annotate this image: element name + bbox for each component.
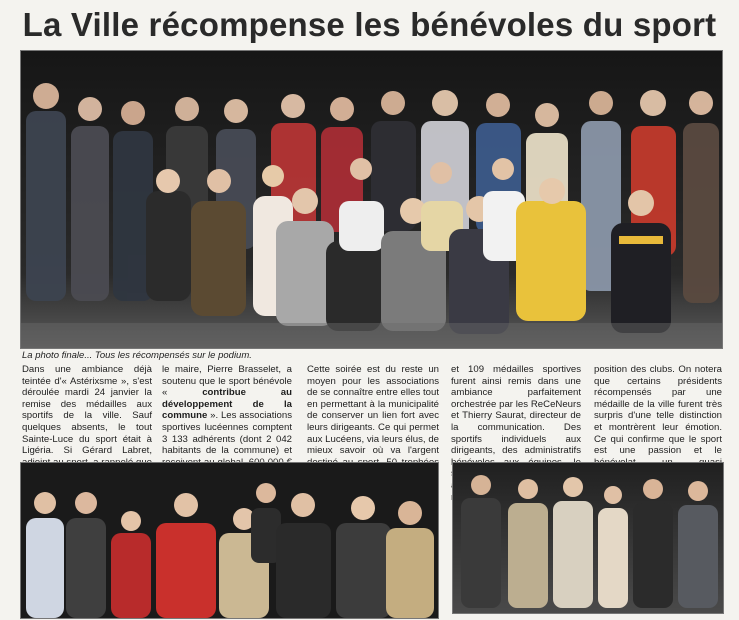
main-photo-caption: La photo finale... Tous les récompensés sur le podium.: [22, 350, 252, 361]
column-2-text-a: le maire, Pierre Brasselet, a soutenu que le sport bénévole «: [162, 364, 292, 399]
column-1-text-a: Dans une ambiance déjà teintée d'« Astérixsme », s'est déroulée mardi 24 janvier la remise des médailles aux sportifs de la ville. Sauf quelques absents, le tout Sainte-Luce du sport était à Ligéria. Si Gérard Labret,: [22, 364, 152, 457]
column-2-quote: contribue au développement de la commune: [162, 387, 292, 422]
column-3-text: Cette soirée est du reste un moyen pour les associations de se connaître entre elles tout en permettant à la municipalité de conserver un lien fort avec leurs dirigeants. Ce qui permet aux Lucéens, via leurs élus, de mieux savoir où va l'argent: [307, 364, 439, 457]
column-5-text: position des clubs. On notera que certains présidents récompensés par une médaille de la ville furent très surpris d'une telle distinction et montrèrent leur émotion. Ce qui confirme que le sport est une passion et le: [594, 364, 722, 457]
headline: La Ville récompense les bénévoles du sport: [22, 6, 717, 43]
bottom-left-photo: [20, 462, 439, 619]
bottom-right-photo: [452, 462, 724, 614]
column-2-text-c: ». Les associations sportives lucéennes comptent 3 133 adhérents (dont 2 042 habitants de la commune) et: [162, 410, 293, 457]
main-group-photo: [20, 50, 723, 349]
column-4-text: et 109 médailles sportives furent ainsi remis dans une ambiance parfaitement orchestrée par les ReCeNeurs et Thierry Saurat, directeur de la communication. Des sportifs individuels aux dirigeants, des administratifs: [451, 364, 581, 457]
